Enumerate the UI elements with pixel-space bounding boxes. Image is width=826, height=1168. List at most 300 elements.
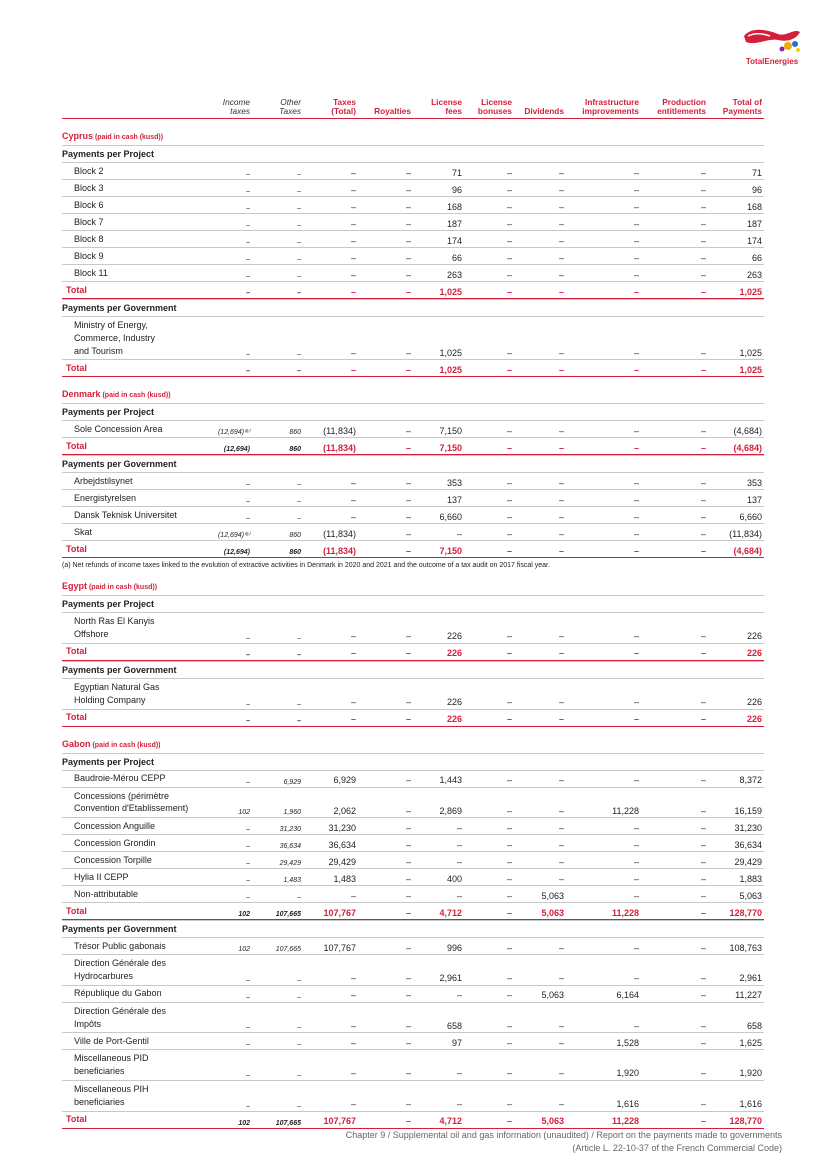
cell-value: –	[633, 184, 639, 195]
cell-value: 226	[746, 648, 762, 659]
cell-value: 1,025	[439, 364, 462, 375]
cell-value: (12,694)⁽ᵃ⁾	[217, 532, 250, 540]
cell-value: –	[405, 907, 411, 918]
cell-value: –	[350, 1068, 356, 1079]
row-label: North Ras El Kanyis Offshore	[74, 616, 155, 640]
cell-value: 1,883	[739, 873, 762, 884]
cell-value: –	[246, 188, 250, 195]
row-label: Block 9	[74, 250, 104, 261]
row-label: Miscellaneous PID beneficiaries	[74, 1053, 149, 1077]
country-section-title	[62, 387, 764, 403]
cell-value: 860	[289, 429, 301, 437]
cell-value: –	[297, 894, 301, 902]
cell-value: –	[506, 201, 512, 212]
cell-value: –	[246, 976, 250, 984]
table-row	[62, 316, 764, 359]
row-label: Block 2	[74, 165, 104, 176]
cell-value: 107,767	[323, 907, 356, 918]
cell-value: –	[246, 877, 250, 885]
cell-value: –	[700, 890, 706, 901]
cell-value: –	[633, 822, 639, 833]
row-label: Sole Concession Area	[74, 423, 163, 434]
cell-value: –	[246, 351, 250, 359]
cell-value: –	[405, 1037, 411, 1048]
cell-value: –	[297, 1071, 301, 1079]
cell-value: –	[700, 907, 706, 918]
cell-value: –	[350, 648, 356, 659]
cell-value: –	[558, 631, 564, 642]
cell-value: –	[558, 218, 564, 229]
cell-value: 2,961	[739, 973, 762, 984]
cell-value: 108,763	[729, 942, 762, 953]
cell-value: –	[633, 1020, 639, 1031]
cell-value: –	[506, 494, 512, 505]
footer-line-1: Chapter 9 / Supplemental oil and gas information (unaudited) / Report on the payments made to governments	[345, 1130, 782, 1140]
cell-value: –	[633, 697, 639, 708]
cell-value: 11,227	[735, 990, 762, 1001]
column-header: Dividends	[524, 106, 564, 117]
cell-value: –	[350, 286, 356, 297]
cell-value: 996	[446, 942, 462, 953]
cell-value: 6,660	[739, 511, 762, 522]
cell-value: 128,770	[729, 1116, 762, 1127]
cell-value: 658	[746, 1020, 762, 1031]
cell-value: –	[506, 990, 512, 1001]
cell-value: –	[558, 697, 564, 708]
cell-value: 860	[289, 446, 301, 454]
cell-value: 8,372	[739, 775, 762, 786]
cell-value: –	[633, 167, 639, 178]
table-row	[62, 472, 764, 489]
cell-value: 5,063	[541, 1116, 564, 1127]
table-row	[62, 612, 764, 643]
total-row	[62, 709, 764, 727]
payments-table	[62, 98, 764, 1129]
cell-value: –	[700, 697, 706, 708]
cell-value: –	[700, 167, 706, 178]
cell-value: –	[633, 973, 639, 984]
cell-value: –	[246, 700, 250, 708]
cell-value: –	[558, 714, 564, 725]
cell-value: 1,025	[439, 286, 462, 297]
cell-value: –	[297, 368, 301, 376]
cell-value: 5,063	[541, 890, 564, 901]
cell-value: –	[558, 1037, 564, 1048]
cell-value: 860	[289, 549, 301, 557]
cell-value: 1,483	[333, 873, 356, 884]
cell-value: –	[700, 218, 706, 229]
cell-value: –	[700, 235, 706, 246]
cell-value: –	[297, 1102, 301, 1110]
cell-value: –	[558, 269, 564, 280]
cell-value: –	[456, 528, 462, 539]
subsection-heading: Payments per Government	[62, 920, 764, 937]
cell-value: –	[506, 805, 512, 816]
table-row	[62, 868, 764, 885]
cell-value: 1,960	[283, 809, 301, 817]
column-header: Taxes (Total)	[331, 97, 356, 117]
table-row	[62, 179, 764, 196]
row-label: Total	[66, 712, 87, 723]
cell-value: –	[350, 477, 356, 488]
cell-value: –	[405, 511, 411, 522]
cell-value: –	[558, 364, 564, 375]
cell-value: –	[700, 184, 706, 195]
cell-value: –	[246, 205, 250, 212]
total-row	[62, 1111, 764, 1129]
cell-value: –	[405, 873, 411, 884]
cell-value: 226	[446, 631, 462, 642]
cell-value: –	[297, 515, 301, 523]
cell-value: 7,150	[439, 425, 462, 436]
cell-value: 1,025	[739, 347, 762, 358]
cell-value: 1,625	[739, 1037, 762, 1048]
cell-value: –	[246, 239, 250, 246]
cell-value: 2,869	[439, 805, 462, 816]
column-header: Income taxes	[222, 97, 250, 117]
country-section-title	[62, 579, 764, 595]
table-row	[62, 247, 764, 264]
cell-value: 1,025	[439, 347, 462, 358]
row-label: Total	[66, 1114, 87, 1125]
cell-value: –	[558, 511, 564, 522]
cell-value: 353	[746, 477, 762, 488]
cell-value: –	[700, 631, 706, 642]
cell-value: –	[350, 631, 356, 642]
row-label: Total	[66, 284, 87, 295]
cell-value: 107,767	[323, 1116, 356, 1127]
cell-value: (4,684)	[733, 545, 762, 556]
table-row	[62, 885, 764, 902]
cell-value: –	[350, 218, 356, 229]
cell-value: –	[633, 775, 639, 786]
cell-value: –	[405, 1068, 411, 1079]
cell-value: –	[506, 442, 512, 453]
cell-value: 226	[446, 648, 462, 659]
total-row	[62, 437, 764, 455]
cell-value: –	[700, 477, 706, 488]
cell-value: 137	[746, 494, 762, 505]
cell-value: –	[297, 993, 301, 1001]
cell-value: 658	[446, 1020, 462, 1031]
cell-value: –	[297, 188, 301, 195]
cell-value: –	[700, 494, 706, 505]
cell-value: –	[246, 826, 250, 834]
cell-value: –	[506, 269, 512, 280]
cell-value: –	[297, 351, 301, 359]
cell-value: –	[246, 222, 250, 229]
cell-value: –	[700, 1116, 706, 1127]
cell-value: 226	[446, 714, 462, 725]
cell-value: 226	[746, 697, 762, 708]
cell-value: –	[297, 717, 301, 725]
cell-value: –	[405, 942, 411, 953]
table-row	[62, 937, 764, 954]
cell-value: 1,025	[739, 286, 762, 297]
cell-value: –	[633, 511, 639, 522]
cell-value: (12,694)	[223, 549, 250, 557]
cell-value: –	[506, 942, 512, 953]
cell-value: –	[700, 942, 706, 953]
row-label: Total	[66, 362, 87, 373]
cell-value: –	[633, 648, 639, 659]
cell-value: –	[405, 252, 411, 263]
cell-value: –	[456, 890, 462, 901]
cell-value: –	[558, 973, 564, 984]
cell-value: –	[633, 873, 639, 884]
country-subtitle: (paid in cash (kusd))	[87, 584, 158, 592]
cell-value: 1,616	[616, 1099, 639, 1110]
cell-value: 1,920	[739, 1068, 762, 1079]
cell-value: –	[558, 775, 564, 786]
cell-value: –	[405, 839, 411, 850]
row-label: Skat	[74, 526, 93, 537]
cell-value: –	[558, 252, 564, 263]
subsection-heading: Payments per Project	[62, 753, 764, 770]
subsection-heading: Payments per Project	[62, 595, 764, 612]
cell-value: –	[350, 269, 356, 280]
cell-value: (11,834)	[323, 425, 356, 436]
cell-value: 102	[238, 809, 250, 817]
cell-value: –	[297, 651, 301, 659]
cell-value: 96	[451, 184, 462, 195]
cell-value: –	[456, 822, 462, 833]
cell-value: 860	[289, 532, 301, 540]
cell-value: –	[558, 856, 564, 867]
cell-value: –	[350, 347, 356, 358]
brand-name: TotalEnergies	[745, 57, 799, 66]
cell-value: –	[633, 364, 639, 375]
cell-value: –	[558, 286, 564, 297]
cell-value: –	[246, 634, 250, 642]
cell-value: –	[506, 1099, 512, 1110]
country-section-title	[62, 129, 764, 145]
cell-value: –	[350, 252, 356, 263]
cell-value: –	[405, 528, 411, 539]
cell-value: –	[633, 631, 639, 642]
cell-value: 102	[238, 911, 250, 919]
cell-value: –	[633, 252, 639, 263]
cell-value: –	[633, 218, 639, 229]
cell-value: –	[246, 515, 250, 523]
cell-value: –	[633, 425, 639, 436]
cell-value: –	[633, 494, 639, 505]
cell-value: (11,834)	[323, 528, 356, 539]
cell-value: –	[246, 256, 250, 263]
cell-value: –	[246, 368, 250, 376]
cell-value: –	[297, 239, 301, 246]
cell-value: –	[350, 364, 356, 375]
country-name: Gabon	[62, 738, 91, 749]
cell-value: –	[297, 634, 301, 642]
country-subtitle: (paid in cash (kusd))	[90, 741, 161, 749]
cell-value: –	[700, 1037, 706, 1048]
table-row	[62, 1049, 764, 1080]
cell-value: 128,770	[729, 907, 762, 918]
row-label: Total	[66, 440, 87, 451]
cell-value: –	[558, 528, 564, 539]
cell-value: 29,429	[279, 860, 301, 868]
cell-value: –	[246, 894, 250, 902]
cell-value: 29,429	[328, 856, 356, 867]
row-label: Non-attributable	[74, 888, 139, 899]
cell-value: –	[405, 364, 411, 375]
cell-value: 102	[238, 1119, 250, 1127]
cell-value: –	[405, 805, 411, 816]
country-name: Cyprus	[62, 131, 94, 141]
cell-value: –	[558, 235, 564, 246]
cell-value: –	[405, 714, 411, 725]
cell-value: –	[506, 775, 512, 786]
row-label: Arbejdstilsynet	[74, 475, 133, 486]
cell-value: –	[405, 269, 411, 280]
cell-value: 263	[746, 269, 762, 280]
table-header	[62, 98, 764, 119]
table-row	[62, 213, 764, 230]
cell-value: –	[700, 839, 706, 850]
cell-value: –	[246, 1024, 250, 1032]
cell-value: 6,929	[283, 778, 301, 786]
cell-value: 174	[446, 235, 462, 246]
table-row	[62, 196, 764, 213]
row-label: Dansk Teknisk Universitet	[74, 509, 177, 520]
cell-value: 107,665	[275, 1119, 301, 1127]
cell-value: 96	[751, 184, 762, 195]
cell-value: 187	[746, 218, 762, 229]
cell-value: –	[350, 890, 356, 901]
cell-value: –	[350, 1020, 356, 1031]
cell-value: –	[700, 545, 706, 556]
cell-value: –	[700, 511, 706, 522]
cell-value: –	[405, 856, 411, 867]
cell-value: –	[506, 347, 512, 358]
cell-value: –	[506, 511, 512, 522]
cell-value: 36,634	[328, 839, 356, 850]
cell-value: 16,159	[734, 805, 762, 816]
cell-value: –	[700, 252, 706, 263]
cell-value: 66	[751, 252, 762, 263]
row-label: Ministry of Energy, Commerce, Industry and Tourism	[74, 320, 156, 356]
cell-value: –	[558, 1068, 564, 1079]
table-row	[62, 834, 764, 851]
table-row	[62, 851, 764, 868]
cell-value: –	[506, 218, 512, 229]
cell-value: –	[633, 235, 639, 246]
cell-value: –	[350, 511, 356, 522]
row-label: Concession Torpille	[74, 854, 152, 865]
cell-value: –	[506, 648, 512, 659]
row-label: Block 3	[74, 182, 104, 193]
cell-value: –	[558, 425, 564, 436]
cell-value: –	[456, 1099, 462, 1110]
cell-value: 353	[446, 477, 462, 488]
cell-value: –	[506, 184, 512, 195]
country-name: Egypt	[62, 581, 88, 592]
cell-value: –	[350, 235, 356, 246]
cell-value: 1,483	[283, 877, 301, 885]
cell-value: –	[405, 201, 411, 212]
cell-value: 174	[746, 235, 762, 246]
cell-value: –	[558, 1099, 564, 1110]
cell-value: –	[405, 648, 411, 659]
cell-value: –	[700, 648, 706, 659]
row-label: Direction Générale des Hydrocarbures	[74, 958, 167, 981]
cell-value: (4,684)	[733, 425, 762, 436]
cell-value: –	[297, 700, 301, 708]
column-header: Royalties	[374, 106, 411, 117]
country-name: Denmark	[62, 389, 101, 400]
cell-value: 168	[746, 201, 762, 212]
cell-value: –	[405, 973, 411, 984]
table-row	[62, 162, 764, 179]
row-label: Total	[66, 543, 87, 554]
cell-value: –	[456, 856, 462, 867]
row-label: Direction Générale des Impôts	[74, 1005, 167, 1029]
cell-value: 97	[451, 1037, 462, 1048]
cell-value: –	[297, 273, 301, 280]
cell-value: –	[506, 545, 512, 556]
cell-value: –	[558, 648, 564, 659]
cell-value: –	[246, 843, 250, 851]
cell-value: 5,063	[541, 907, 564, 918]
footer-line-2: (Article L. 22-10-37 of the French Commercial Code)	[572, 1142, 782, 1153]
cell-value: 6,929	[333, 775, 356, 786]
cell-value: 29,429	[734, 856, 762, 867]
cell-value: –	[246, 717, 250, 725]
cell-value: –	[456, 990, 462, 1001]
cell-value: 11,228	[612, 805, 639, 816]
cell-value: –	[633, 286, 639, 297]
cell-value: –	[506, 714, 512, 725]
cell-value: –	[700, 1068, 706, 1079]
cell-value: –	[506, 364, 512, 375]
cell-value: –	[506, 822, 512, 833]
cell-value: –	[350, 697, 356, 708]
cell-value: –	[405, 167, 411, 178]
cell-value: –	[246, 778, 250, 786]
column-header: Production entitlements	[657, 97, 706, 117]
cell-value: –	[700, 442, 706, 453]
cell-value: –	[297, 290, 301, 297]
cell-value: –	[558, 805, 564, 816]
cell-value: –	[700, 775, 706, 786]
row-label: Concession Grondin	[74, 837, 156, 848]
row-label: Energistyrelsen	[74, 492, 137, 503]
cell-value: –	[405, 347, 411, 358]
cell-value: –	[633, 528, 639, 539]
cell-value: –	[297, 171, 301, 178]
cell-value: –	[246, 860, 250, 868]
table-row	[62, 954, 764, 985]
cell-value: –	[506, 1020, 512, 1031]
cell-value: 6,660	[439, 511, 462, 522]
table-row	[62, 264, 764, 281]
cell-value: –	[558, 167, 564, 178]
subsection-heading: Payments per Government	[62, 661, 764, 678]
cell-value: –	[700, 286, 706, 297]
cell-value: –	[506, 873, 512, 884]
cell-value: 1,443	[439, 775, 462, 786]
cell-value: –	[405, 286, 411, 297]
cell-value: –	[405, 442, 411, 453]
cell-value: 1,920	[616, 1068, 639, 1079]
cell-value: –	[350, 990, 356, 1001]
table-row	[62, 985, 764, 1002]
cell-value: 102	[238, 946, 250, 954]
column-header: Infrastructure improvements	[582, 97, 639, 117]
row-label: Total	[66, 646, 87, 657]
column-header: License fees	[431, 97, 462, 117]
